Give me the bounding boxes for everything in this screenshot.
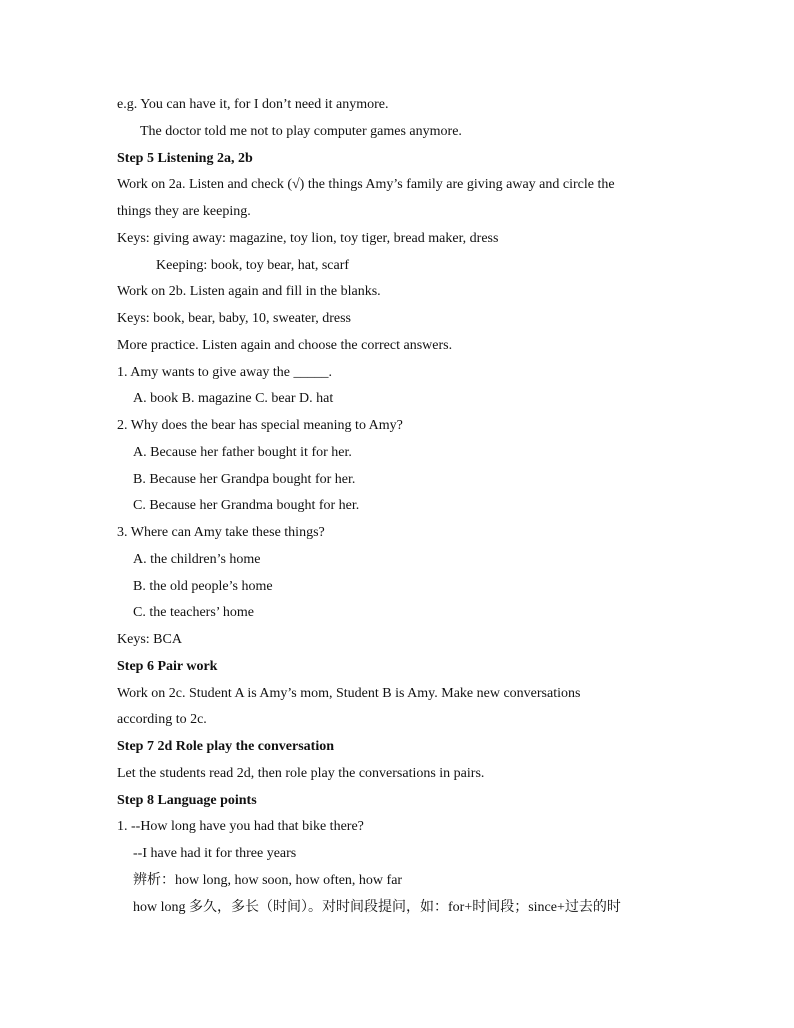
section-heading-step8: Step 8 Language points	[117, 792, 257, 808]
doc-line: 辨析：how long, how soon, how often, how far	[133, 872, 403, 888]
doc-line: Let the students read 2d, then role play the conversations in pairs.	[117, 765, 485, 781]
doc-line: More practice. Listen again and choose the correct answers.	[117, 337, 453, 353]
question-3: 3. Where can Amy take these things?	[117, 525, 325, 540]
question-1-options: A. book B. magazine C. bear D. hat	[133, 391, 334, 407]
doc-line: Keeping: book, toy bear, hat, scarf	[156, 257, 350, 273]
language-point-1: 1. --How long have you had that bike there?	[117, 819, 364, 835]
doc-line: --I have had it for three years	[133, 846, 297, 861]
section-heading-step7: Step 7 2d Role play the conversation	[117, 739, 334, 754]
question-2-option-b: B. Because her Grandpa bought for her.	[133, 471, 356, 487]
doc-line: Keys: book, bear, baby, 10, sweater, dress	[117, 311, 351, 326]
question-2: 2. Why does the bear has special meaning to Amy?	[117, 418, 403, 433]
section-heading-step6: Step 6 Pair work	[117, 658, 218, 674]
doc-line: e.g. You can have it, for I don’t need it anymore.	[117, 97, 389, 112]
doc-line: The doctor told me not to play computer games anymore.	[140, 123, 462, 139]
doc-line: things they are keeping.	[117, 204, 251, 219]
doc-line: Work on 2c. Student A is Amy’s mom, Student B is Amy. Make new conversations	[117, 685, 581, 701]
doc-line: according to 2c.	[117, 712, 207, 728]
question-2-option-a: A. Because her father bought it for her.	[133, 444, 352, 460]
doc-line: how long 多久，多长（时间）。对时间段提问，如：for+时间段；since+过去的时	[133, 899, 621, 915]
question-2-option-c: C. Because her Grandma bought for her.	[133, 498, 360, 514]
question-3-option-c: C. the teachers’ home	[133, 605, 255, 621]
doc-line: Work on 2a. Listen and check (√) the things Amy’s family are giving away and circle the	[117, 177, 615, 193]
question-3-option-b: B. the old people’s home	[133, 578, 273, 594]
answer-keys: Keys: BCA	[117, 632, 182, 647]
doc-line: Keys: giving away: magazine, toy lion, toy tiger, bread maker, dress	[117, 230, 499, 246]
question-3-option-a: A. the children’s home	[133, 551, 261, 567]
document-page	[117, 92, 697, 921]
question-1: 1. Amy wants to give away the _____.	[117, 364, 333, 380]
section-heading-step5: Step 5 Listening 2a, 2b	[117, 150, 253, 166]
doc-line: Work on 2b. Listen again and fill in the blanks.	[117, 284, 381, 300]
